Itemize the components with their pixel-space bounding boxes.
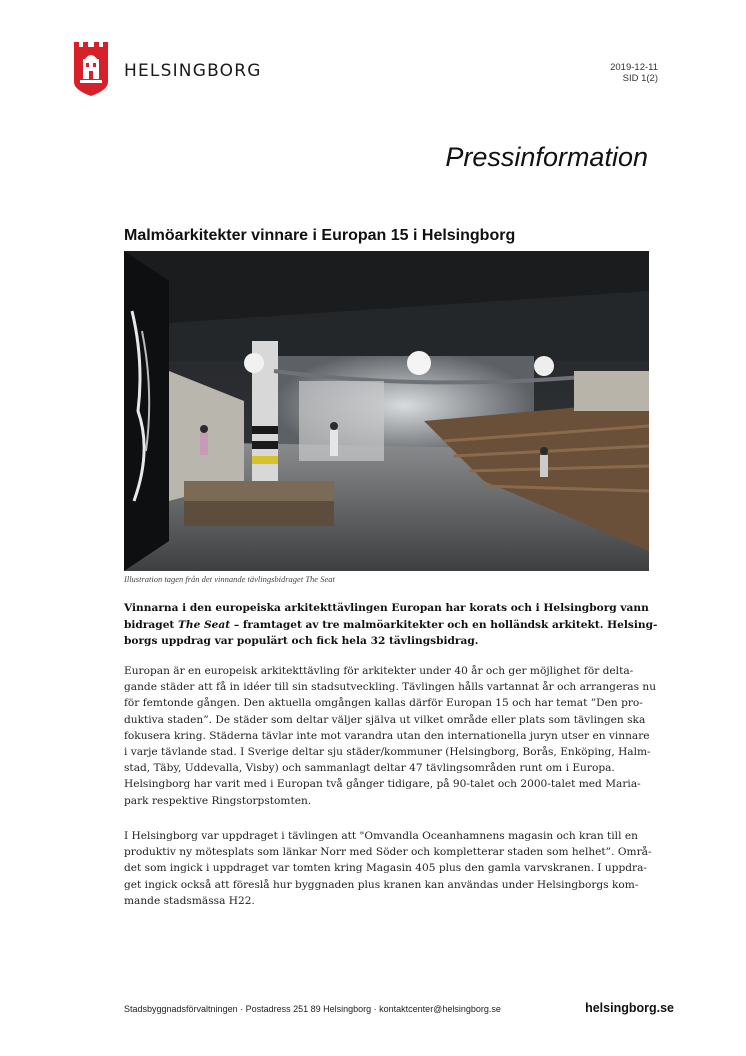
text-line: get ingick också att föreslå hur byggnaden plus kranen kan användas under Helsingborgs kom- (124, 878, 639, 891)
document-type-title: Pressinformation (445, 142, 648, 172)
text-line: för femtonde gången. Den aktuella omgången kallas därför Europan 15 och har temat ”Den pro- (124, 697, 643, 710)
image-caption: Illustration tagen från det vinnande tävlingsbidraget The Seat (124, 574, 335, 584)
text-line: stad, Täby, Uddevalla, Visby) och sammanlagt deltar 47 tävlingsområden runt om i Europa. (124, 762, 615, 775)
entry-title: The Seat (178, 618, 231, 631)
text-line: produktiv ny mötesplats som länkar Norr med Söder och kompletterar staden som helhet”. Områ- (124, 846, 652, 859)
document-date: 2019-12-11 (610, 62, 658, 73)
body-paragraph-1 (124, 663, 657, 809)
text-line: mande stadsmässa H22. (124, 894, 255, 907)
website-link[interactable]: helsingborg.se (585, 1001, 674, 1015)
body-paragraph-2 (124, 828, 654, 909)
footer-address: Stadsbyggnadsförvaltningen · Postadress 251 89 Helsingborg · kontaktcenter@helsingborg.se (124, 1004, 501, 1014)
text-line: park respektive Ringstorpstomten. (124, 794, 312, 807)
illustration-image (124, 251, 649, 571)
text-line: i varje tävlande stad. I Sverige deltar sju städer/kommuner (Helsingborg, Borås, Enköping, Halm- (124, 746, 651, 759)
text-line: det som ingick i uppdraget var tomten kring Magasin 405 plus den gamla varvskranen. I uppdra- (124, 862, 647, 875)
lead-line (124, 617, 658, 634)
lead-line: borgs uppdrag var populärt och fick hela 32 tävlingsbidrag. (124, 635, 479, 647)
text-line: Europan är en europeisk arkitekttävling för arkitekter under 40 år och ger möjlighet för delta- (124, 665, 634, 677)
lead-text: bidraget (124, 618, 179, 631)
helsingborg-crest-logo (74, 42, 108, 96)
lead-text: – framtaget av tre malmöarkitekter och en holländsk arkitekt. Helsing- (230, 618, 658, 631)
brand-name: HELSINGBORG (124, 61, 262, 81)
text-line: Helsingborg har varit med i Europan två gånger tidigare, på 90-talet och 2000-talet med Maria- (124, 778, 641, 791)
text-line: duktiva staden”. De städer som deltar väljer själva ut vilket område eller plats som tävlingen ska (124, 713, 646, 726)
page-number: SID 1(2) (622, 73, 658, 84)
article-headline: Malmöarkitekter vinnare i Europan 15 i Helsingborg (124, 227, 516, 244)
text-line: gande städer att få in idéer till sin stadsutveckling. Tävlingen hålls vartannat år och arrangeras nu (124, 681, 657, 694)
text-line: I Helsingborg var uppdraget i tävlingen att "Omvandla Oceanhamnens magasin och kran till en (124, 830, 638, 842)
document-meta (610, 62, 658, 84)
text-line: fokusera kring. Städerna tävlar inte mot varandra utan den internationella juryn utser en vinnare (124, 729, 650, 742)
lead-line: Vinnarna i den europeiska arkitekttävlingen Europan har korats och i Helsingborg vann (124, 602, 649, 614)
lead-paragraph (124, 600, 658, 650)
